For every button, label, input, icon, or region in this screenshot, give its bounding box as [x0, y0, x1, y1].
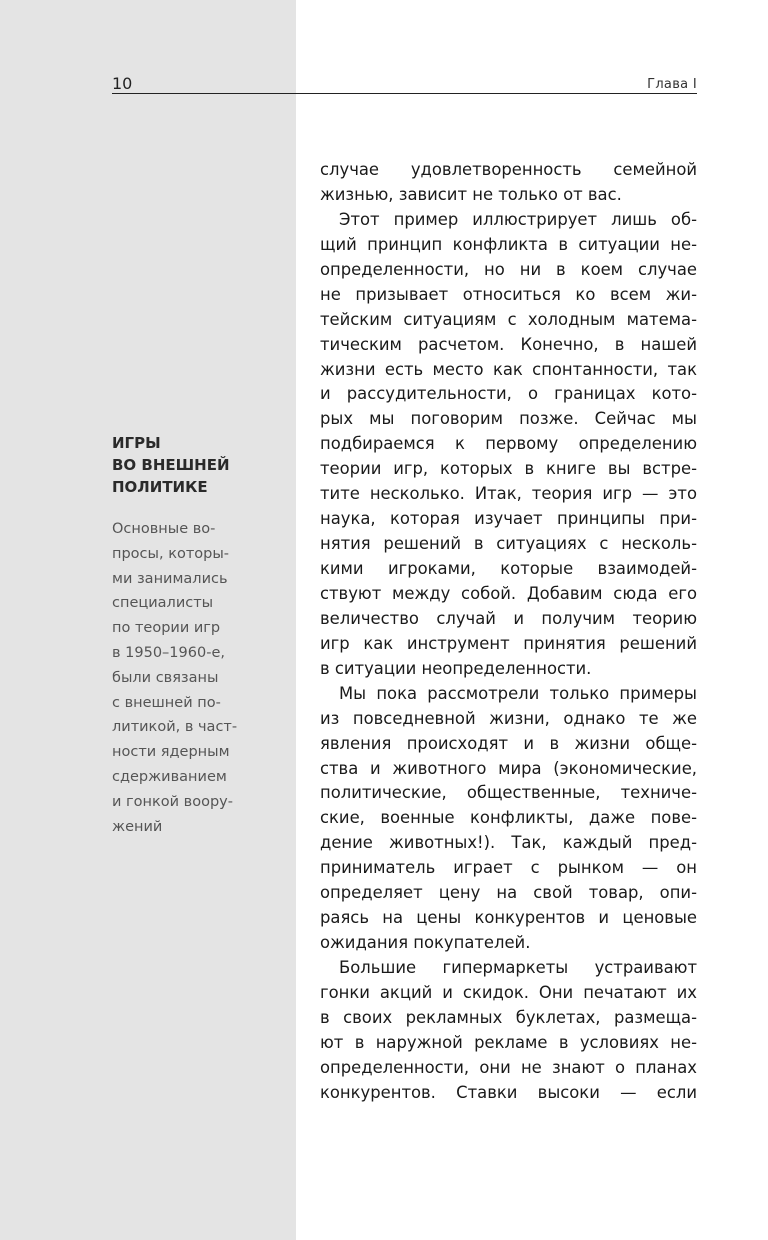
sidebar-note: [112, 432, 262, 839]
body-line: щий принцип конфликта в ситуации не-: [320, 234, 697, 254]
body-line: жизнью, зависит не только от вас.: [320, 184, 622, 204]
body-line: в ситуации неопределенности.: [320, 658, 592, 678]
body-line: Этот пример иллюстрирует лишь об-: [339, 209, 697, 229]
sidebar-text-line: по теории игр: [112, 620, 221, 637]
body-line: не призывает относиться ко всем жи-: [320, 284, 697, 304]
body-text: [320, 158, 697, 1106]
body-line: игр как инструмент принятия решений: [320, 633, 697, 653]
body-line: теории игр, которых в книге вы встре-: [320, 459, 697, 479]
body-line: ства и животного мира (экономические,: [320, 758, 697, 778]
body-line: политические, общественные, техниче-: [320, 783, 697, 803]
sidebar-text-line: Основные во-: [112, 521, 216, 537]
body-line: определенности, они не знают о планах: [320, 1057, 697, 1077]
body-line: нятия решений в ситуациях с несколь-: [320, 534, 697, 554]
body-line: случае удовлетворенность семейной: [320, 160, 697, 179]
body-line: ствуют между собой. Добавим сюда его: [320, 583, 697, 603]
body-line: Мы пока рассмотрели только примеры: [339, 683, 697, 703]
body-line: определенности, но ни в коем случае: [320, 259, 697, 279]
sidebar-title-line: ПОЛИТИКЕ: [112, 478, 208, 496]
sidebar-text-line: специалисты: [112, 595, 214, 612]
body-line: в своих рекламных буклетах, размеща-: [320, 1007, 697, 1027]
body-line: и рассудительности, о границах кото-: [320, 384, 697, 404]
body-line: кими игроками, которые взаимодей-: [320, 559, 697, 578]
body-line: ские, военные конфликты, даже пове-: [320, 808, 697, 828]
sidebar-text-line: и гонкой воору-: [112, 793, 233, 810]
sidebar-text-line: с внешней по-: [112, 694, 221, 711]
sidebar-text-line: ми занимались: [112, 570, 228, 587]
body-line: рых мы поговорим позже. Сейчас мы: [320, 409, 697, 429]
body-line: дение животных!). Так, каждый пред-: [320, 833, 697, 853]
body-line: величество случай и получим теорию: [320, 608, 697, 628]
body-line: явления происходят и в жизни обще-: [320, 733, 697, 753]
body-line: тическим расчетом. Конечно, в нашей: [320, 334, 697, 354]
sidebar-text-line: жений: [112, 818, 163, 835]
sidebar-text: [112, 517, 262, 839]
body-line: определяет цену на свой товар, опи-: [320, 883, 697, 903]
sidebar-title-line: ВО ВНЕШНЕЙ: [112, 456, 230, 474]
body-line: гонки акций и скидок. Они печатают их: [320, 982, 697, 1002]
body-line: ожидания покупателей.: [320, 933, 531, 953]
body-line: раясь на цены конкурентов и ценовые: [320, 908, 697, 928]
body-line: Большие гипермаркеты устраивают: [339, 958, 697, 977]
body-line: тите несколько. Итак, теория игр — это: [320, 484, 697, 504]
sidebar-text-line: сдерживанием: [112, 768, 227, 785]
body-line: наука, которая изучает принципы при-: [320, 509, 697, 529]
sidebar-text-line: были связаны: [112, 669, 219, 686]
body-line: тейским ситуациям с холодным матема-: [320, 309, 697, 329]
body-line: жизни есть место как спонтанности, так: [320, 359, 697, 379]
body-line: подбираемся к первому определению: [320, 434, 697, 454]
sidebar-title-line: ИГРЫ: [112, 434, 161, 452]
sidebar-title: [112, 432, 262, 498]
sidebar-text-line: просы, которы-: [112, 545, 230, 562]
sidebar-text-line: ности ядерным: [112, 744, 230, 761]
body-line: приниматель играет с рынком — он: [320, 858, 697, 878]
sidebar-text-line: литикой, в част-: [112, 719, 238, 736]
body-line: ют в наружной рекламе в условиях не-: [320, 1032, 697, 1052]
chapter-label: Глава I: [647, 77, 697, 92]
body-line: из повседневной жизни, однако те же: [320, 708, 697, 728]
body-line: конкурентов. Ставки высоки — если: [320, 1082, 697, 1102]
header-rule: [112, 93, 697, 94]
sidebar-text-line: в 1950–1960-е,: [112, 644, 225, 661]
page-number: 10: [112, 74, 133, 93]
